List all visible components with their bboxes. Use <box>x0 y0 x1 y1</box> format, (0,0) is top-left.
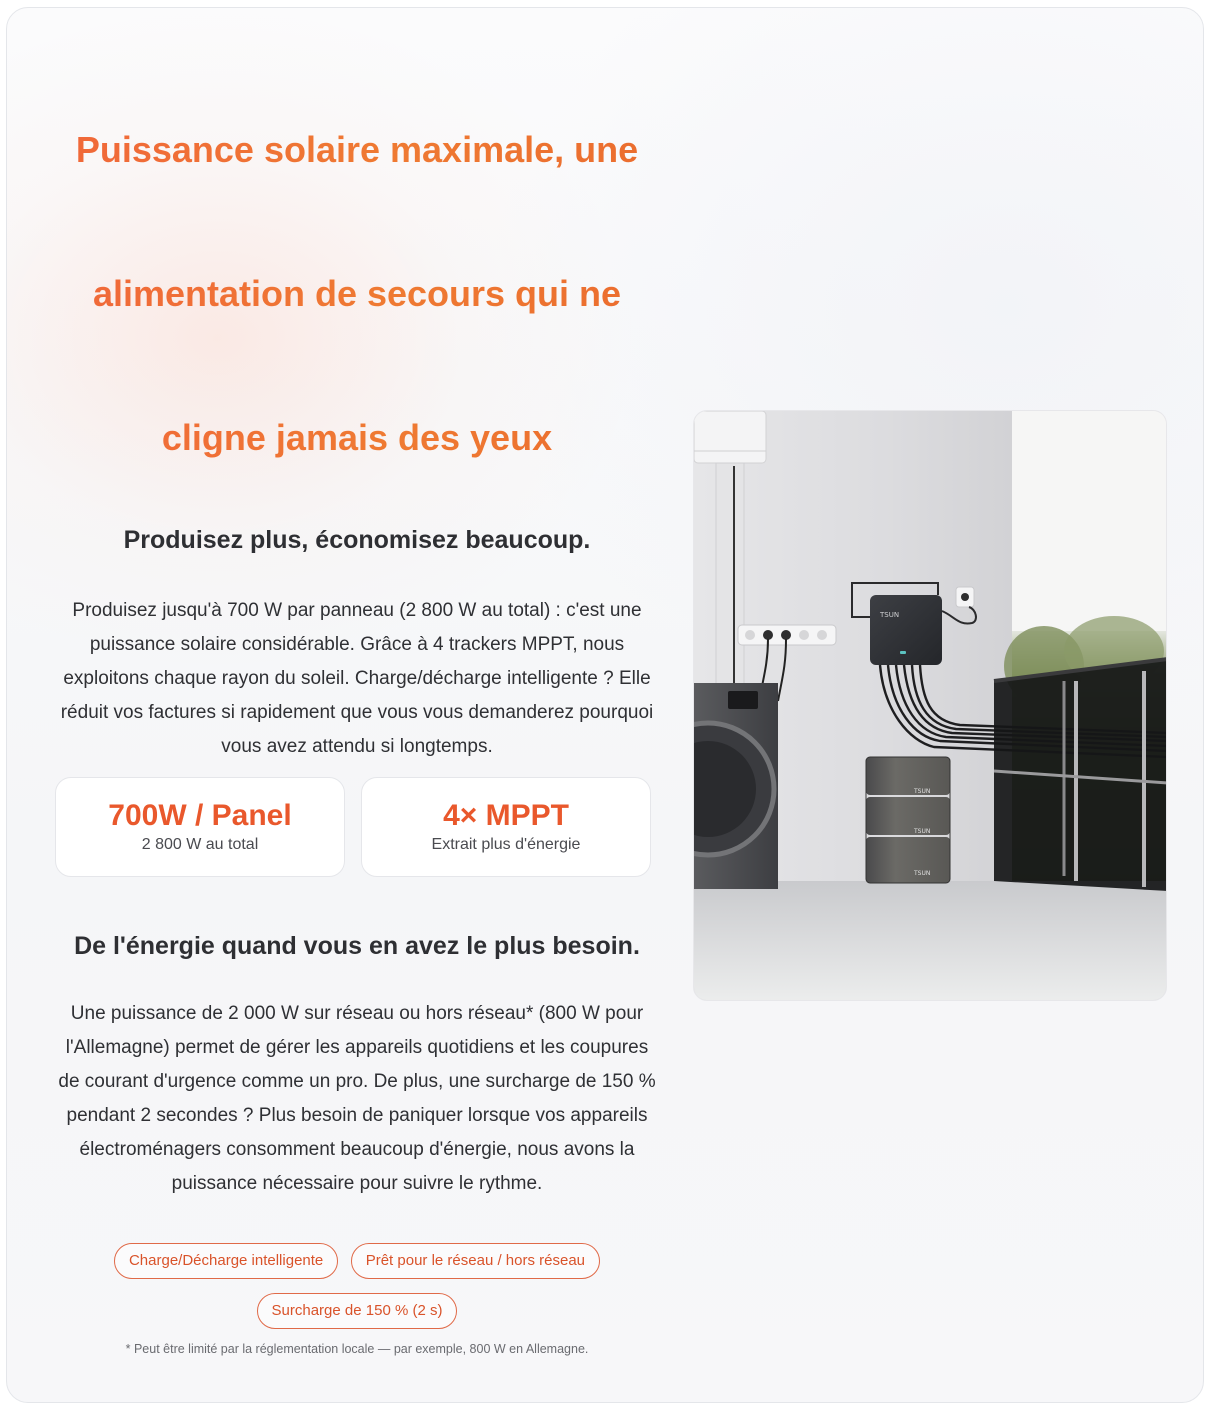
footnote: * Peut être limité par la réglementation locale — par exemple, 800 W en Allemagne. <box>125 1342 589 1356</box>
brand-logo: TSUN <box>914 870 931 877</box>
section-body-production: Produisez jusqu'à 700 W par panneau (2 800 W au total) : c'est une puissance solaire considérable. Grâce à 4 trackers MPPT, nous exploitons chaque rayon du soleil. Charge/décharge intelligente ? Elle réduit vos factures si rapidement que vous vous demanderez pourquoi vous avez attendu si longtemps. <box>60 600 654 757</box>
stat-card-mppt <box>361 777 651 877</box>
product-scene-illustration <box>694 411 1167 1001</box>
battery-module-icon <box>866 757 950 883</box>
brand-logo: TSUN <box>914 828 931 835</box>
brand-logo: TSUN <box>914 788 931 795</box>
section-subtitle-production: Produisez plus, économisez beaucoup. <box>123 526 591 554</box>
chip-grid-ready[interactable]: Prêt pour le réseau / hors réseau <box>351 1243 600 1279</box>
title-line-3: cligne jamais des yeux <box>161 417 553 458</box>
section-subtitle-backup: De l'énergie quand vous en avez le plus besoin. <box>74 932 640 960</box>
stat-caption: 2 800 W au total <box>141 836 259 853</box>
stat-value: 4× MPPT <box>443 799 569 832</box>
chip-surge[interactable]: Surcharge de 150 % (2 s) <box>257 1293 458 1329</box>
solar-panel-icon <box>994 659 1167 891</box>
section-body-backup: Une puissance de 2 000 W sur réseau ou hors réseau* (800 W pour l'Allemagne) permet de gérer les appareils quotidiens et les coupures de courant d'urgence comme un pro. De plus, une surcharge de 150 % pendant 2 secondes ? Plus besoin de paniquer lorsque vos appareils électroménagers consomment beaucoup d'énergie, nous avons la puissance nécessaire pour suivre le rythme. <box>58 1003 656 1194</box>
feature-chips-row <box>7 1293 707 1329</box>
title-line-1: Puissance solaire maximale, une <box>75 129 639 170</box>
page-title <box>7 78 707 510</box>
chip-smart-charge[interactable]: Charge/Décharge intelligente <box>114 1243 338 1279</box>
stat-caption: Extrait plus d'énergie <box>431 836 581 853</box>
product-photo <box>693 410 1167 1001</box>
feature-chips-row <box>7 1243 707 1279</box>
brand-logo: TSUN <box>880 611 900 619</box>
stat-value: 700W / Panel <box>108 799 292 832</box>
title-line-2: alimentation de secours qui ne <box>92 273 622 314</box>
feature-card <box>6 7 1204 1403</box>
washing-machine-icon <box>694 683 778 889</box>
stat-card-panel-power <box>55 777 345 877</box>
